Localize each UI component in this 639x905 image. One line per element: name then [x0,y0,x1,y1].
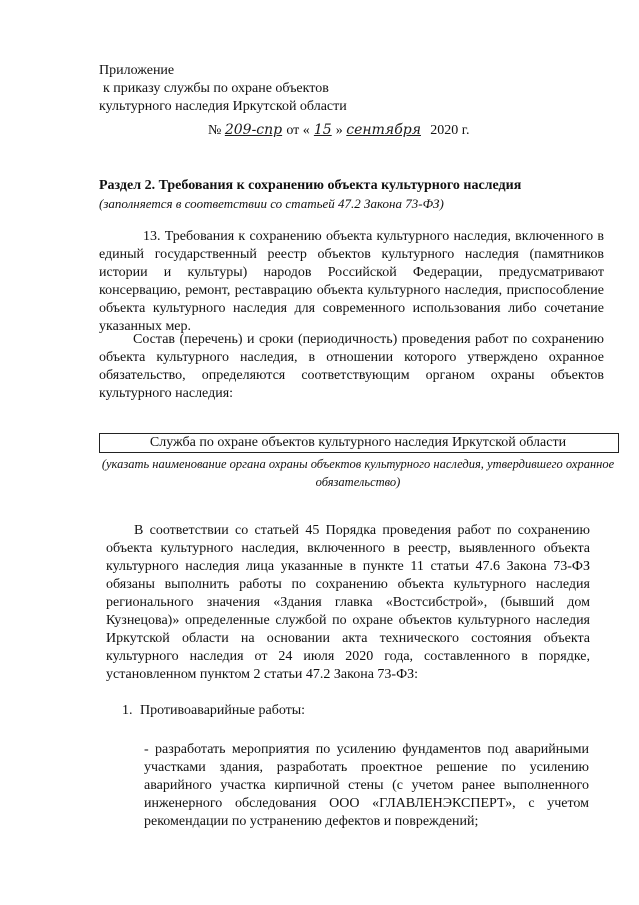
order-day-handwritten: 15 [313,122,332,138]
order-no-handwritten: 209-спр [224,122,283,138]
order-year: 2020 г. [430,123,470,138]
section-subtitle: (заполняется в соответствии со статьей 47.2 Закона 73-ФЗ) [99,196,444,211]
composition-paragraph: Состав (перечень) и сроки (периодичность) проведения работ по сохранению объекта культурного наследия, в отношении которого утверждено охранное обязательство, определяются соответствующим органом охраны объектов культурного наследия: [99,332,604,401]
appendix-line-2: к приказу службы по охране объектов [103,81,329,96]
main-paragraph: В соответствии со статьей 45 Порядка проведения работ по сохранению объекта культурного наследия, включенного в реестр, выявленного объекта культурного наследия лица указанные в пункте 11 статьи 47.6 Закона 73-ФЗ обязаны выполнить работы по сохранению объекта культурного наследия регионального значения «Здания главка «Востсибстрой», (бывший дом Кузнецова)» определенные службой по охране объектов культурного наследия Иркутской области на основании акта технического состояния объекта культурного наследия от 24 июля 2020 года, составленного в порядке, установленном пунктом 2 статьи 47.2 Закона 73-ФЗ: [106,523,590,682]
section-title: Раздел 2. Требования к сохранению объекта культурного наследия [99,178,522,193]
list-item-1-number: 1. [122,703,133,718]
order-from-label: от « [286,123,310,138]
organ-name: Служба по охране объектов культурного наследия Иркутской области [149,435,567,450]
appendix-line-3: культурного наследия Иркутской области [99,99,347,114]
order-month-handwritten: сентября [346,122,421,138]
order-no-prefix: № [208,123,222,138]
appendix-block [99,62,519,116]
order-number-line [208,121,469,140]
dash-item-foundations: - разработать мероприятия по усилению фундаментов под аварийными участками здания, разработать проектное решение по усилению аварийного участка кирпичной стены (с учетом ранее выполненного инженерного обследования ООО «ГЛАВЛЕНЭКСПЕРТ», с учетом рекомендации по устранению дефектов и повреждений; [144,742,589,829]
organ-hint: (указать наименование органа охраны объектов культурного наследия, утвердившего охранное обязательство) [101,457,615,489]
paragraph-13: 13. Требования к сохранению объекта культурного наследия, включенного в единый государственный реестр объектов культурного наследия (памятников истории и культуры) народов Российской Федерации, предусматривают консервацию, ремонт, реставрацию объекта культурного наследия, приспособление объекта культурного наследия для современного использования либо сочетание указанных мер. [99,229,604,334]
appendix-line-1: Приложение [99,63,175,78]
list-item-1 [122,702,305,720]
order-close-quote: » [335,123,343,138]
list-item-1-text: Противоаварийные работы: [140,703,306,718]
